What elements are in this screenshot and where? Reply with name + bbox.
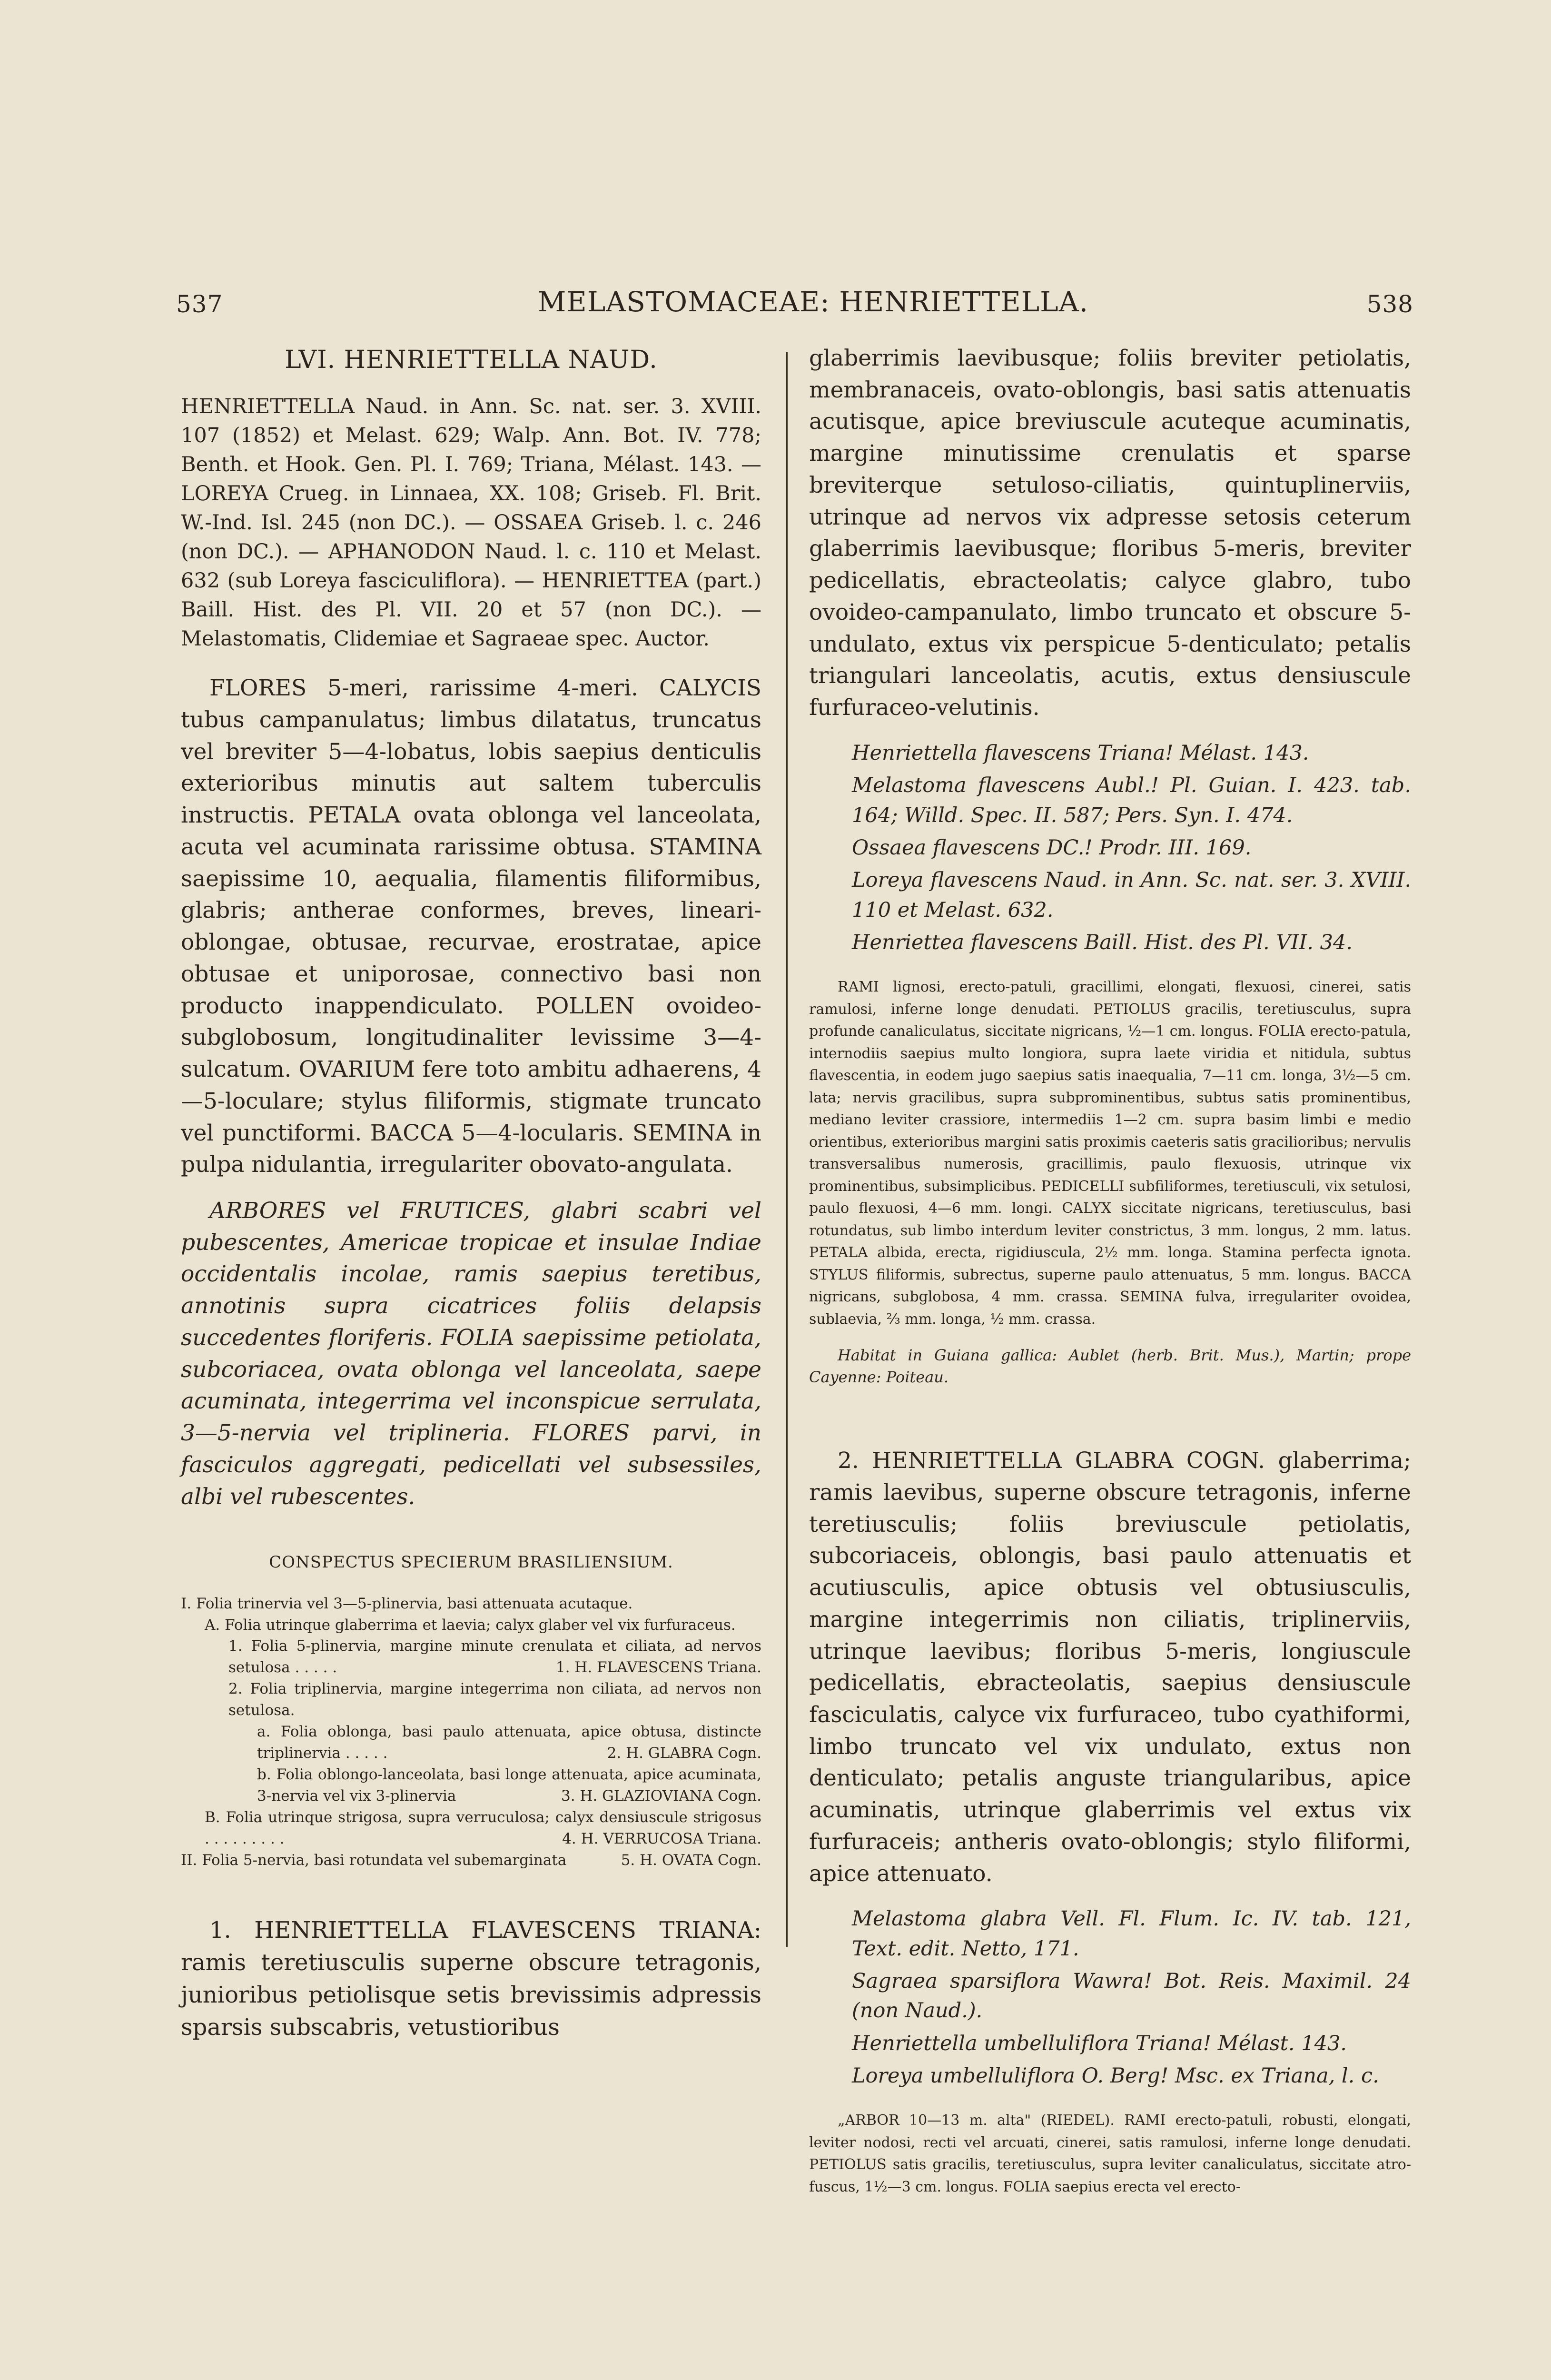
synonym-line: Henriettella umbelluliflora Triana! Mélast. 143. (852, 2031, 1347, 2055)
species-key (181, 1593, 761, 1871)
key-line: A. Folia utrinque glaberrima et laevia; calyx glaber vel vix furfuraceus. (205, 1616, 736, 1634)
key-line: II. Folia 5-nervia, basi rotundata vel subemarginata 5. H. OVATA Cogn. (181, 1851, 761, 1869)
key-line: 1. Folia 5-plinervia, margine minute crenulata et ciliata, ad nervos setulosa . . . . . 1. H. FLAVESCENS Triana. (228, 1637, 761, 1676)
synonym-line: Melastoma flavescens Aubl.! Pl. Guian. I. 423. tab. 164; Willd. Spec. II. 587; Pers. Syn. I. 474. (852, 774, 1411, 827)
running-title: MELASTOMACEAE: HENRIETTELLA. (538, 286, 1089, 318)
synonym-line: Henriettella flavescens Triana! Mélast. 143. (852, 741, 1309, 765)
species1-heading: 1. HENRIETTELLA FLAVESCENS TRIANA: ramis teretiusculis superne obscure tetragonis, junioribus petiolisque setis brevissimis adpressis sparsis subscabris, vetustioribus (181, 1916, 761, 2041)
synonym-line: Loreya flavescens Naud. in Ann. Sc. nat. ser. 3. XVIII. 110 et Melast. 632. (852, 868, 1411, 922)
synonym-line: Henriettea flavescens Baill. Hist. des Pl. VII. 34. (852, 930, 1353, 954)
synonym-line: Loreya umbelluliflora O. Berg! Msc. ex Triana, l. c. (852, 2064, 1379, 2088)
species2-detailed-description: „ARBOR 10—13 m. alta" (RIEDEL). RAMI erecto-patuli, robusti, elongati, leviter nodosi, recti vel arcuati, cinerei, satis ramulosi, inferne longe denudati. PETIOLUS satis gracilis, teretiusculus, supra leviter canaliculatus, siccitate atro-fuscus, 1½—3 cm. longus. FOLIA saepius erecta vel erecto- (809, 2112, 1411, 2195)
left-column (181, 343, 761, 2058)
genus-synonymy: HENRIETTELLA Naud. in Ann. Sc. nat. ser. 3. XVIII. 107 (1852) et Melast. 629; Walp. Ann. Bot. IV. 778; Benth. et Hook. Gen. Pl. I. 769; Triana, Mélast. 143. — LOREYA Crueg. in Linnaea, XX. 108; Griseb. Fl. Brit. W.-Ind. Isl. 245 (non DC.). — OSSAEA Griseb. l. c. 246 (non DC.). — APHANODON Naud. l. c. 110 et Melast. 632 (sub Loreya fasciculiflora). — HENRIETTEA (part.) Baill. Hist. des Pl. VII. 20 et 57 (non DC.). — Melastomatis, Clidemiae et Sagraeae spec. Auctor. (181, 394, 761, 651)
conspectus-title: CONSPECTUS SPECIERUM BRASILIENSIUM. (269, 1553, 673, 1572)
right-column (809, 343, 1411, 2212)
key-line: a. Folia oblonga, basi paulo attenuata, apice obtusa, distincte triplinervia . . . . . 2. H. GLABRA Cogn. (257, 1723, 761, 1762)
key-line: B. Folia utrinque strigosa, supra verruculosa; calyx densiuscule strigosus . . . . . . . . . 4. H. VERRUCOSA Triana. (205, 1808, 761, 1847)
key-line: I. Folia trinervia vel 3—5-plinervia, basi attenuata acutaque. (181, 1595, 633, 1612)
species1-detailed-description: RAMI lignosi, erecto-patuli, gracillimi, elongati, flexuosi, cinerei, satis ramulosi, inferne longe denudati. PETIOLUS gracilis, teretiusculus, supra profunde canaliculatus, siccitate nigricans, ½—1 cm. longus. FOLIA erecto-patula, internodiis saepius multo longiora, supra laete viridia et nitidula, subtus flavescentia, in eodem jugo saepius satis inaequalia, 7—11 cm. longa, 3½—5 cm. lata; nervis gracilibus, supra subprominentibus, subtus satis prominentibus, mediano leviter crassiore, intermediis 1—2 cm. supra basim limbi e medio orientibus, exterioribus margini satis proximis caeteris satis gracilioribus; nervulis transversalibus numerosis, gracillimis, paulo flexuosis, utrinque vix prominentibus, subsimplicibus. PEDICELLI subfiliformes, teretiusculi, vix setulosi, paulo flexuosi, 4—6 mm. longi. CALYX siccitate nigricans, teretiusculus, basi rotundatus, sub limbo interdum leviter constrictus, 3 mm. longus, 2 mm. latus. PETALA albida, erecta, rigidiuscula, 2½ mm. longa. Stamina perfecta ignota. STYLUS filiformis, subrectus, superne paulo attenuatus, 5 mm. longus. BACCA nigricans, subglobosa, 4 mm. crassa. SEMINA fulva, irregulariter ovoidea, sublaevia, ⅔ mm. longa, ½ mm. crassa. (809, 979, 1411, 1328)
species1-synonyms (809, 738, 1411, 957)
key-line: 2. Folia triplinervia, margine integerrima non ciliata, ad nervos non setulosa. (228, 1680, 761, 1719)
column-divider (786, 352, 788, 1947)
page-number-right: 538 (1366, 290, 1413, 318)
page-number-left: 537 (176, 290, 223, 318)
genus-title: LVI. HENRIETTELLA NAUD. (285, 346, 658, 374)
species2-heading: 2. HENRIETTELLA GLABRA COGN. glaberrima; ramis laevibus, superne obscure tetragonis, inferne teretiusculis; foliis breviuscule petiolatis, subcoriaceis, oblongis, basi paulo attenuatis et acutiusculis, apice obtusis vel obtusiusculis, margine integerrimis non ciliatis, triplinerviis, utrinque laevibus; floribus 5-meris, longiuscule pedicellatis, ebracteolatis, saepius densiuscule fasciculatis, calyce vix furfuraceo, tubo cyathiformi, limbo truncato vel vix undulato, extus non denticulato; petalis anguste triangularibus, apice acuminatis, utrinque glaberrimis vel extus vix furfuraceis; antheris ovato-oblongis; stylo filiformi, apice attenuato. (809, 1448, 1411, 1887)
key-line: b. Folia oblongo-lanceolata, basi longe attenuata, apice acuminata, 3-nervia vel vix 3-plinervia 3. H. GLAZIOVIANA Cogn. (257, 1766, 761, 1805)
species1-habitat: Habitat in Guiana gallica: Aublet (herb. Brit. Mus.), Martin; prope Cayenne: Poiteau. (809, 1346, 1411, 1386)
species1-continuation: glaberrimis laevibusque; foliis breviter petiolatis, membranaceis, ovato-oblongis, basi satis attenuatis acutisque, apice breviuscule acuteque acuminatis, margine minutissime crenulatis et sparse breviterque setuloso-ciliatis, quintuplinerviis, utrinque ad nervos vix adpresse setosis ceterum glaberrimis laevibusque; floribus 5-meris, breviter pedicellatis, ebracteolatis; calyce glabro, tubo ovoideo-campanulato, limbo truncato et obscure 5-undulato, extus vix perspicue 5-denticulato; petalis triangulari lanceolatis, acutis, extus densiuscule furfuraceo-velutinis. (809, 345, 1411, 721)
synonym-line: Melastoma glabra Vell. Fl. Flum. Ic. IV. tab. 121, Text. edit. Netto, 171. (852, 1907, 1411, 1961)
synonym-line: Sagraea sparsiflora Wawra! Bot. Reis. Maximil. 24 (non Naud.). (852, 1969, 1411, 2023)
running-head (176, 286, 1413, 328)
genus-description: FLORES 5-meri, rarissime 4-meri. CALYCIS tubus campanulatus; limbus dilatatus, truncatus vel breviter 5—4-lobatus, lobis saepius denticulis exterioribus minutis aut saltem tuberculis instructis. PETALA ovata oblonga vel lanceolata, acuta vel acuminata rarissime obtusa. STAMINA saepissime 10, aequalia, filamentis filiformibus, glabris; antherae conformes, breves, lineari-oblongae, obtusae, recurvae, erostratae, apice obtusae et uniporosae, connectivo basi non producto inappendiculato. POLLEN ovoideo-subglobosum, longitudinaliter levissime 3—4-sulcatum. OVARIUM fere toto ambitu adhaerens, 4—5-loculare; stylus filiformis, stigmate truncato vel punctiformi. BACCA 5—4-locularis. SEMINA in pulpa nidulantia, irregulariter obovato-angulata. (181, 675, 761, 1178)
species2-synonyms (809, 1904, 1411, 2091)
genus-habit: ARBORES vel FRUTICES, glabri scabri vel pubescentes, Americae tropicae et insulae Indiae occidentalis incolae, ramis saepius teretibus, annotinis supra cicatrices foliis delapsis succedentes floriferis. FOLIA saepissime petiolata, subcoriacea, ovata oblonga vel lanceolata, saepe acuminata, integerrima vel inconspicue serrulata, 3—5-nervia vel triplineria. FLORES parvi, in fasciculos aggregati, pedicellati vel subsessiles, albi vel rubescentes. (181, 1198, 761, 1510)
synonym-line: Ossaea flavescens DC.! Prodr. III. 169. (852, 835, 1252, 860)
